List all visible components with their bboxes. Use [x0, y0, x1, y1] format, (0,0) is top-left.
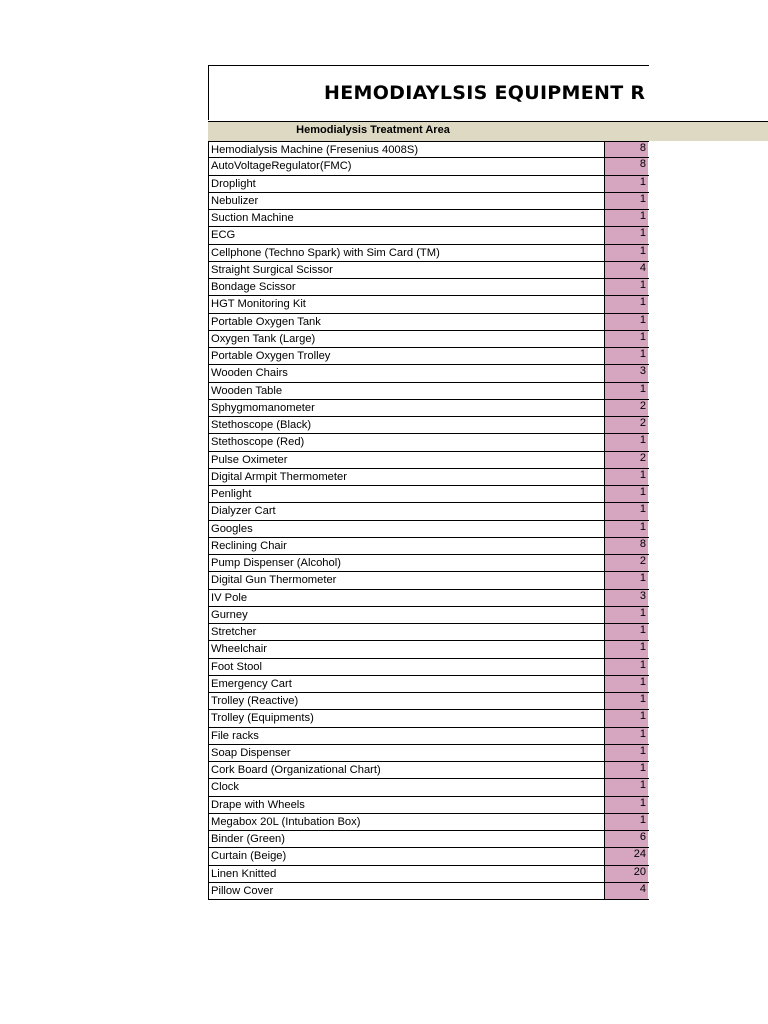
item-quantity-cell: 1	[605, 728, 648, 744]
item-name-cell: Stretcher	[209, 624, 605, 640]
item-name-cell: Stethoscope (Red)	[209, 434, 605, 450]
item-quantity-cell: 20	[605, 866, 648, 882]
item-quantity-cell: 1	[605, 245, 648, 261]
table-row	[209, 245, 649, 262]
item-quantity-cell: 2	[605, 400, 648, 416]
table-row	[209, 762, 649, 779]
item-quantity-cell: 1	[605, 227, 648, 243]
item-name-cell: File racks	[209, 728, 605, 744]
item-quantity-cell: 24	[605, 848, 648, 864]
table-row	[209, 814, 649, 831]
item-name-cell: Linen Knitted	[209, 866, 605, 882]
item-name-cell: Digital Gun Thermometer	[209, 572, 605, 588]
table-row	[209, 434, 649, 451]
table-row	[209, 866, 649, 883]
table-row	[209, 348, 649, 365]
item-quantity-cell: 1	[605, 296, 648, 312]
item-quantity-cell: 8	[605, 538, 648, 554]
item-name-cell: Trolley (Reactive)	[209, 693, 605, 709]
item-quantity-cell: 1	[605, 745, 648, 761]
item-quantity-cell: 2	[605, 417, 648, 433]
table-row	[209, 797, 649, 814]
item-quantity-cell: 1	[605, 797, 648, 813]
item-quantity-cell: 1	[605, 710, 648, 726]
item-quantity-cell: 1	[605, 210, 648, 226]
item-quantity-cell: 4	[605, 883, 648, 899]
item-name-cell: Dialyzer Cart	[209, 503, 605, 519]
table-row	[209, 521, 649, 538]
item-quantity-cell: 1	[605, 486, 648, 502]
item-name-cell: Pump Dispenser (Alcohol)	[209, 555, 605, 571]
table-row	[209, 555, 649, 572]
item-quantity-cell: 1	[605, 348, 648, 364]
item-name-cell: Suction Machine	[209, 210, 605, 226]
item-quantity-cell: 1	[605, 779, 648, 795]
item-quantity-cell: 2	[605, 452, 648, 468]
item-name-cell: Reclining Chair	[209, 538, 605, 554]
item-name-cell: Portable Oxygen Tank	[209, 314, 605, 330]
table-row	[209, 538, 649, 555]
item-name-cell: Hemodialysis Machine (Fresenius 4008S)	[209, 142, 605, 157]
table-row	[209, 831, 649, 848]
item-name-cell: ECG	[209, 227, 605, 243]
table-row	[209, 590, 649, 607]
table-row	[209, 227, 649, 244]
item-quantity-cell: 1	[605, 641, 648, 657]
item-quantity-cell: 4	[605, 262, 648, 278]
item-name-cell: Wheelchair	[209, 641, 605, 657]
item-name-cell: Wooden Table	[209, 383, 605, 399]
item-quantity-cell: 1	[605, 659, 648, 675]
table-row	[209, 176, 649, 193]
table-row	[209, 314, 649, 331]
item-quantity-cell: 1	[605, 469, 648, 485]
item-quantity-cell: 1	[605, 521, 648, 537]
table-row	[209, 417, 649, 434]
item-quantity-cell: 1	[605, 314, 648, 330]
item-name-cell: Cork Board (Organizational Chart)	[209, 762, 605, 778]
item-name-cell: Nebulizer	[209, 193, 605, 209]
area-header-text: Hemodialysis Treatment Area	[296, 124, 450, 136]
table-row	[209, 710, 649, 727]
table-row	[209, 141, 649, 158]
item-quantity-cell: 6	[605, 831, 648, 847]
table-row	[209, 331, 649, 348]
table-row	[209, 503, 649, 520]
item-quantity-cell: 1	[605, 383, 648, 399]
item-quantity-cell: 1	[605, 331, 648, 347]
item-name-cell: Penlight	[209, 486, 605, 502]
item-name-cell: Straight Surgical Scissor	[209, 262, 605, 278]
item-quantity-cell: 1	[605, 676, 648, 692]
table-row	[209, 693, 649, 710]
item-quantity-cell: 8	[605, 142, 648, 157]
table-row	[209, 779, 649, 796]
item-name-cell: Pulse Oximeter	[209, 452, 605, 468]
item-quantity-cell: 8	[605, 158, 648, 174]
table-row	[209, 452, 649, 469]
item-name-cell: Googles	[209, 521, 605, 537]
item-name-cell: Foot Stool	[209, 659, 605, 675]
item-name-cell: IV Pole	[209, 590, 605, 606]
table-row	[209, 193, 649, 210]
item-name-cell: Cellphone (Techno Spark) with Sim Card (TM)	[209, 245, 605, 261]
table-row	[209, 659, 649, 676]
item-quantity-cell: 1	[605, 762, 648, 778]
item-name-cell: Emergency Cart	[209, 676, 605, 692]
table-row	[209, 745, 649, 762]
table-row	[209, 279, 649, 296]
item-name-cell: Stethoscope (Black)	[209, 417, 605, 433]
table-row	[209, 624, 649, 641]
table-row	[209, 383, 649, 400]
table-row	[209, 400, 649, 417]
table-row	[209, 883, 649, 900]
table-row	[209, 607, 649, 624]
item-quantity-cell: 1	[605, 693, 648, 709]
item-quantity-cell: 1	[605, 503, 648, 519]
table-row	[209, 262, 649, 279]
item-quantity-cell: 1	[605, 176, 648, 192]
item-quantity-cell: 1	[605, 434, 648, 450]
area-header-label	[208, 121, 768, 140]
item-quantity-cell: 3	[605, 365, 648, 381]
item-name-cell: Binder (Green)	[209, 831, 605, 847]
table-row	[209, 158, 649, 175]
item-name-cell: Sphygmomanometer	[209, 400, 605, 416]
table-row	[209, 641, 649, 658]
item-name-cell: Megabox 20L (Intubation Box)	[209, 814, 605, 830]
item-name-cell: Soap Dispenser	[209, 745, 605, 761]
item-name-cell: Oxygen Tank (Large)	[209, 331, 605, 347]
table-row	[209, 676, 649, 693]
table-row	[209, 469, 649, 486]
item-name-cell: Clock	[209, 779, 605, 795]
item-quantity-cell: 1	[605, 279, 648, 295]
item-name-cell: AutoVoltageRegulator(FMC)	[209, 158, 605, 174]
title-block	[208, 65, 649, 120]
table-row	[209, 848, 649, 865]
item-quantity-cell: 3	[605, 590, 648, 606]
item-name-cell: Curtain (Beige)	[209, 848, 605, 864]
table-row	[209, 728, 649, 745]
table-row	[209, 296, 649, 313]
item-name-cell: Trolley (Equipments)	[209, 710, 605, 726]
item-name-cell: Pillow Cover	[209, 883, 605, 899]
item-quantity-cell: 2	[605, 555, 648, 571]
item-quantity-cell: 1	[605, 607, 648, 623]
item-quantity-cell: 1	[605, 572, 648, 588]
item-name-cell: Bondage Scissor	[209, 279, 605, 295]
item-name-cell: HGT Monitoring Kit	[209, 296, 605, 312]
item-quantity-cell: 1	[605, 193, 648, 209]
document-title: HEMODIAYLSIS EQUIPMENT R	[324, 82, 646, 104]
item-name-cell: Wooden Chairs	[209, 365, 605, 381]
equipment-table	[208, 141, 649, 900]
table-row	[209, 572, 649, 589]
item-quantity-cell: 1	[605, 814, 648, 830]
table-row	[209, 365, 649, 382]
item-name-cell: Gurney	[209, 607, 605, 623]
item-name-cell: Portable Oxygen Trolley	[209, 348, 605, 364]
table-row	[209, 486, 649, 503]
item-name-cell: Droplight	[209, 176, 605, 192]
item-name-cell: Digital Armpit Thermometer	[209, 469, 605, 485]
item-name-cell: Drape with Wheels	[209, 797, 605, 813]
item-quantity-cell: 1	[605, 624, 648, 640]
table-row	[209, 210, 649, 227]
